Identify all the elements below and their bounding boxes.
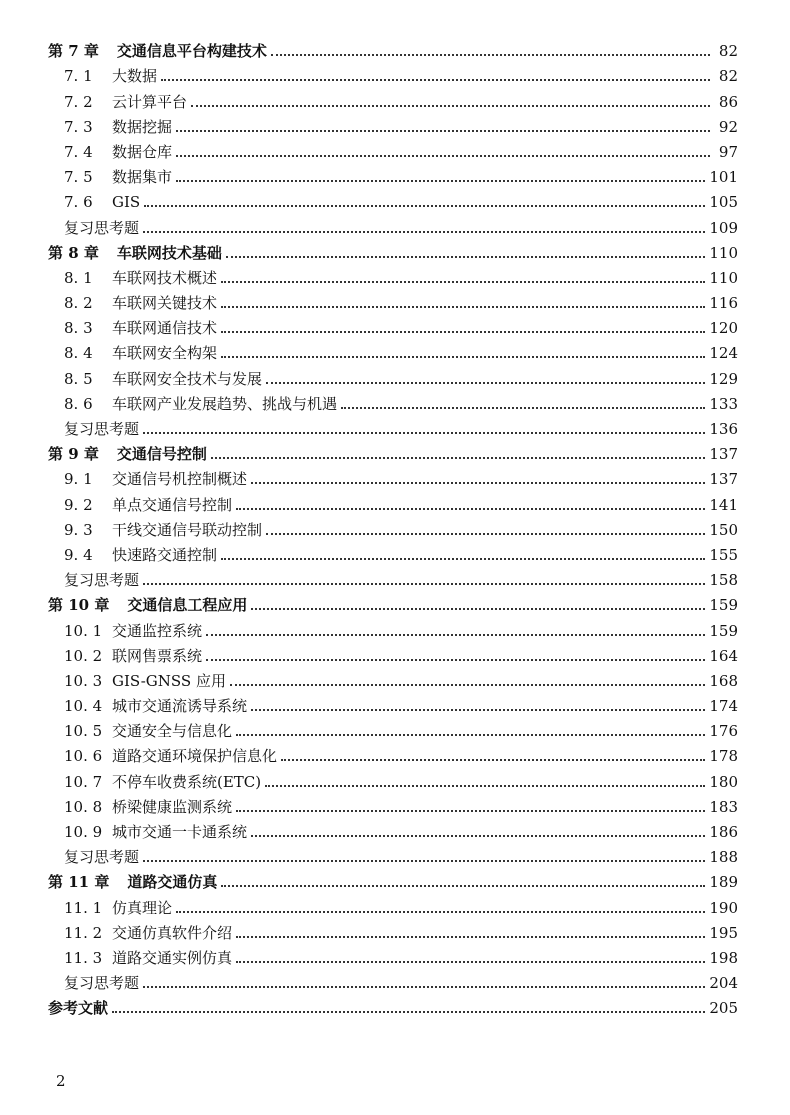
dot-leader	[266, 533, 705, 535]
toc-entry-title: GIS	[112, 193, 141, 212]
dot-leader	[236, 508, 705, 510]
dot-leader	[211, 457, 705, 459]
toc-section-entry	[48, 488, 738, 513]
dot-leader	[251, 608, 705, 610]
toc-entry-number: 8. 4	[64, 344, 93, 363]
toc-section-entry	[48, 891, 738, 916]
toc-entry-page: 158	[709, 571, 738, 590]
toc-entry-page: 204	[709, 974, 738, 993]
dot-leader	[236, 936, 705, 938]
toc-entry-title: 数据挖掘	[112, 117, 173, 136]
toc-entry-number: 第 11 章	[48, 873, 110, 892]
toc-entry-number: 7. 3	[64, 117, 93, 136]
toc-entry-page: 190	[709, 898, 738, 917]
dot-leader	[144, 205, 705, 207]
toc-entry-title: 车联网技术基础	[116, 243, 222, 262]
toc-section-entry	[48, 186, 738, 211]
toc-section-entry	[48, 715, 738, 740]
toc-entry-number: 10. 5	[64, 722, 103, 741]
toc-entry-page: 110	[709, 243, 738, 262]
dot-leader	[176, 180, 705, 182]
toc-entry-page: 82	[718, 42, 738, 61]
dot-leader	[176, 911, 705, 913]
dot-leader	[251, 709, 705, 711]
toc-entry-title: 参考文献	[48, 999, 109, 1018]
dot-leader	[341, 407, 705, 409]
toc-entry-page: 188	[709, 848, 738, 867]
dot-leader	[251, 835, 705, 837]
toc-entry-number: 10. 8	[64, 797, 103, 816]
toc-entry-number: 8. 1	[64, 268, 93, 287]
toc-entry-page: 82	[718, 67, 738, 86]
toc-entry-title: 车联网产业发展趋势、挑战与机遇	[112, 394, 338, 413]
toc-section-entry	[48, 312, 738, 337]
toc-entry-page: 159	[709, 621, 738, 640]
toc-entry-page: 116	[709, 294, 738, 313]
table-of-contents	[48, 35, 738, 1017]
dot-leader	[143, 860, 705, 862]
toc-entry-number: 9. 4	[64, 545, 93, 564]
toc-entry-title: 不停车收费系统(ETC)	[112, 772, 262, 791]
toc-entry-title: 城市交通流诱导系统	[112, 697, 248, 716]
toc-entry-page: 137	[709, 470, 738, 489]
toc-entry-number: 10. 7	[64, 772, 103, 791]
toc-entry-number: 10. 3	[64, 671, 103, 690]
toc-entry-page: 195	[709, 923, 738, 942]
toc-entry-number: 8. 5	[64, 369, 93, 388]
toc-review-entry	[48, 211, 738, 236]
toc-section-entry	[48, 463, 738, 488]
toc-review-entry	[48, 841, 738, 866]
toc-entry-page: 164	[709, 646, 738, 665]
toc-entry-number: 7. 5	[64, 168, 93, 187]
toc-section-entry	[48, 942, 738, 967]
toc-section-entry	[48, 362, 738, 387]
toc-chapter-entry	[48, 35, 738, 60]
toc-entry-title: 道路交通实例仿真	[112, 948, 233, 967]
toc-entry-title: 道路交通仿真	[127, 873, 218, 892]
toc-section-entry	[48, 136, 738, 161]
dot-leader	[191, 105, 710, 107]
toc-section-entry	[48, 640, 738, 665]
toc-entry-page: 136	[709, 420, 738, 438]
dot-leader	[265, 785, 705, 787]
toc-entry-number: 8. 3	[64, 319, 93, 338]
toc-entry-number: 11. 1	[64, 898, 103, 917]
toc-review-entry	[48, 413, 738, 438]
dot-leader	[236, 961, 705, 963]
toc-entry-page: 86	[718, 92, 738, 111]
toc-entry-number: 9. 3	[64, 520, 93, 539]
toc-entry-page: 137	[709, 445, 738, 464]
dot-leader	[221, 558, 705, 560]
toc-entry-page: 150	[709, 520, 738, 539]
toc-entry-title: 单点交通信号控制	[112, 495, 233, 514]
toc-entry-title: 交通信息平台构建技术	[116, 42, 267, 61]
dot-leader	[143, 986, 705, 988]
toc-entry-title: 交通信号控制	[116, 445, 207, 464]
dot-leader	[266, 382, 705, 384]
toc-section-entry	[48, 388, 738, 413]
dot-leader	[221, 331, 705, 333]
dot-leader	[251, 482, 705, 484]
toc-review-entry	[48, 564, 738, 589]
toc-entry-title: 交通监控系统	[112, 621, 203, 640]
toc-entry-page: 186	[709, 823, 738, 841]
dot-leader	[176, 155, 710, 157]
toc-entry-number: 10. 2	[64, 646, 103, 665]
dot-leader	[271, 54, 710, 56]
toc-entry-page: 110	[709, 268, 738, 287]
toc-entry-number: 第 8 章	[48, 243, 99, 262]
dot-leader	[112, 1011, 705, 1013]
toc-entry-page: 159	[709, 596, 738, 615]
toc-entry-title: 复习思考题	[64, 420, 140, 438]
toc-entry-number: 7. 1	[64, 67, 93, 86]
toc-entry-title: 复习思考题	[64, 974, 140, 993]
toc-entry-title: 道路交通环境保护信息化	[112, 747, 278, 766]
toc-entry-number: 7. 6	[64, 193, 93, 212]
dot-leader	[236, 734, 705, 736]
toc-entry-title: 车联网安全技术与发展	[112, 369, 263, 388]
dot-leader	[143, 231, 705, 233]
toc-entry-page: 92	[718, 117, 738, 136]
toc-entry-title: 复习思考题	[64, 571, 140, 590]
toc-entry-page: 105	[709, 193, 738, 212]
toc-entry-page: 189	[709, 873, 738, 892]
toc-entry-title: 数据集市	[112, 168, 173, 187]
toc-chapter-entry	[48, 438, 738, 463]
toc-section-entry	[48, 539, 738, 564]
dot-leader	[143, 432, 705, 434]
toc-entry-page: 109	[709, 218, 738, 237]
toc-entry-page: 129	[709, 369, 738, 388]
toc-entry-page: 141	[709, 495, 738, 514]
toc-section-entry	[48, 690, 738, 715]
toc-entry-number: 7. 2	[64, 92, 93, 111]
toc-entry-page: 155	[709, 545, 738, 564]
toc-entry-title: 车联网通信技术	[112, 319, 218, 338]
toc-entry-number: 10. 1	[64, 621, 103, 640]
toc-entry-page: 133	[709, 394, 738, 413]
toc-review-entry	[48, 967, 738, 992]
toc-entry-number: 第 9 章	[48, 445, 99, 464]
dot-leader	[221, 306, 705, 308]
toc-entry-number: 10. 4	[64, 697, 103, 716]
toc-entry-page: 124	[709, 344, 738, 363]
toc-entry-number: 第 10 章	[48, 596, 110, 615]
toc-entry-title: 车联网技术概述	[112, 268, 218, 287]
dot-leader	[143, 583, 705, 585]
toc-section-entry	[48, 337, 738, 362]
toc-section-entry	[48, 791, 738, 816]
toc-entry-title: 数据仓库	[112, 142, 173, 161]
toc-section-entry	[48, 816, 738, 841]
toc-entry-page: 178	[709, 747, 738, 766]
dot-leader	[221, 281, 705, 283]
toc-section-entry	[48, 765, 738, 790]
toc-entry-number: 9. 2	[64, 495, 93, 514]
dot-leader	[236, 810, 705, 812]
toc-chapter-entry	[48, 589, 738, 614]
dot-leader	[206, 659, 705, 661]
toc-entry-page: 183	[709, 797, 738, 816]
dot-leader	[281, 759, 705, 761]
toc-entry-title: 仿真理论	[112, 898, 173, 917]
toc-entry-title: 大数据	[112, 67, 158, 86]
toc-section-entry	[48, 287, 738, 312]
toc-entry-title: 桥梁健康监测系统	[112, 797, 233, 816]
toc-section-entry	[48, 665, 738, 690]
toc-section-entry	[48, 262, 738, 287]
dot-leader	[230, 684, 705, 686]
toc-entry-title: 复习思考题	[64, 848, 140, 867]
toc-entry-page: 198	[709, 948, 738, 967]
toc-entry-title: 车联网关键技术	[112, 294, 218, 313]
toc-entry-title: 快速路交通控制	[112, 545, 218, 564]
toc-section-entry	[48, 85, 738, 110]
toc-entry-title: 车联网安全构架	[112, 344, 218, 363]
toc-entry-title: 交通信息工程应用	[127, 596, 248, 615]
toc-entry-title: 城市交通一卡通系统	[112, 823, 248, 841]
dot-leader	[221, 885, 705, 887]
dot-leader	[221, 356, 705, 358]
toc-entry-page: 97	[718, 142, 738, 161]
toc-section-entry	[48, 614, 738, 639]
toc-entry-number: 10. 6	[64, 747, 103, 766]
toc-section-entry	[48, 161, 738, 186]
dot-leader	[206, 634, 705, 636]
toc-section-entry	[48, 111, 738, 136]
toc-section-entry	[48, 514, 738, 539]
toc-entry-page: 205	[709, 999, 738, 1018]
toc-entry-title: 交通信号机控制概述	[112, 470, 248, 489]
toc-entry-page: 176	[709, 722, 738, 741]
toc-entry-number: 10. 9	[64, 823, 103, 841]
toc-entry-title: 交通安全与信息化	[112, 722, 233, 741]
toc-entry-page: 120	[709, 319, 738, 338]
toc-entry-number: 8. 6	[64, 394, 93, 413]
toc-chapter-entry	[48, 992, 738, 1017]
dot-leader	[176, 130, 710, 132]
toc-section-entry	[48, 60, 738, 85]
toc-entry-number: 9. 1	[64, 470, 93, 489]
toc-entry-page: 168	[709, 671, 738, 690]
toc-entry-title: 复习思考题	[64, 218, 140, 237]
toc-entry-title: 云计算平台	[112, 92, 188, 111]
toc-entry-page: 180	[709, 772, 738, 791]
toc-entry-title: 联网售票系统	[112, 646, 203, 665]
toc-section-entry	[48, 740, 738, 765]
toc-entry-title: 干线交通信号联动控制	[112, 520, 263, 539]
toc-chapter-entry	[48, 866, 738, 891]
toc-entry-number: 8. 2	[64, 294, 93, 313]
toc-section-entry	[48, 917, 738, 942]
toc-entry-number: 11. 2	[64, 923, 103, 942]
toc-entry-number: 第 7 章	[48, 42, 99, 61]
toc-entry-number: 7. 4	[64, 142, 93, 161]
toc-entry-title: 交通仿真软件介绍	[112, 923, 233, 942]
toc-chapter-entry	[48, 237, 738, 262]
toc-entry-page: 174	[709, 697, 738, 716]
toc-entry-number: 11. 3	[64, 948, 103, 967]
dot-leader	[161, 79, 710, 81]
dot-leader	[226, 256, 705, 258]
toc-entry-title: GIS-GNSS 应用	[112, 671, 226, 690]
page-number: 2	[56, 1072, 66, 1090]
toc-entry-page: 101	[709, 168, 738, 187]
